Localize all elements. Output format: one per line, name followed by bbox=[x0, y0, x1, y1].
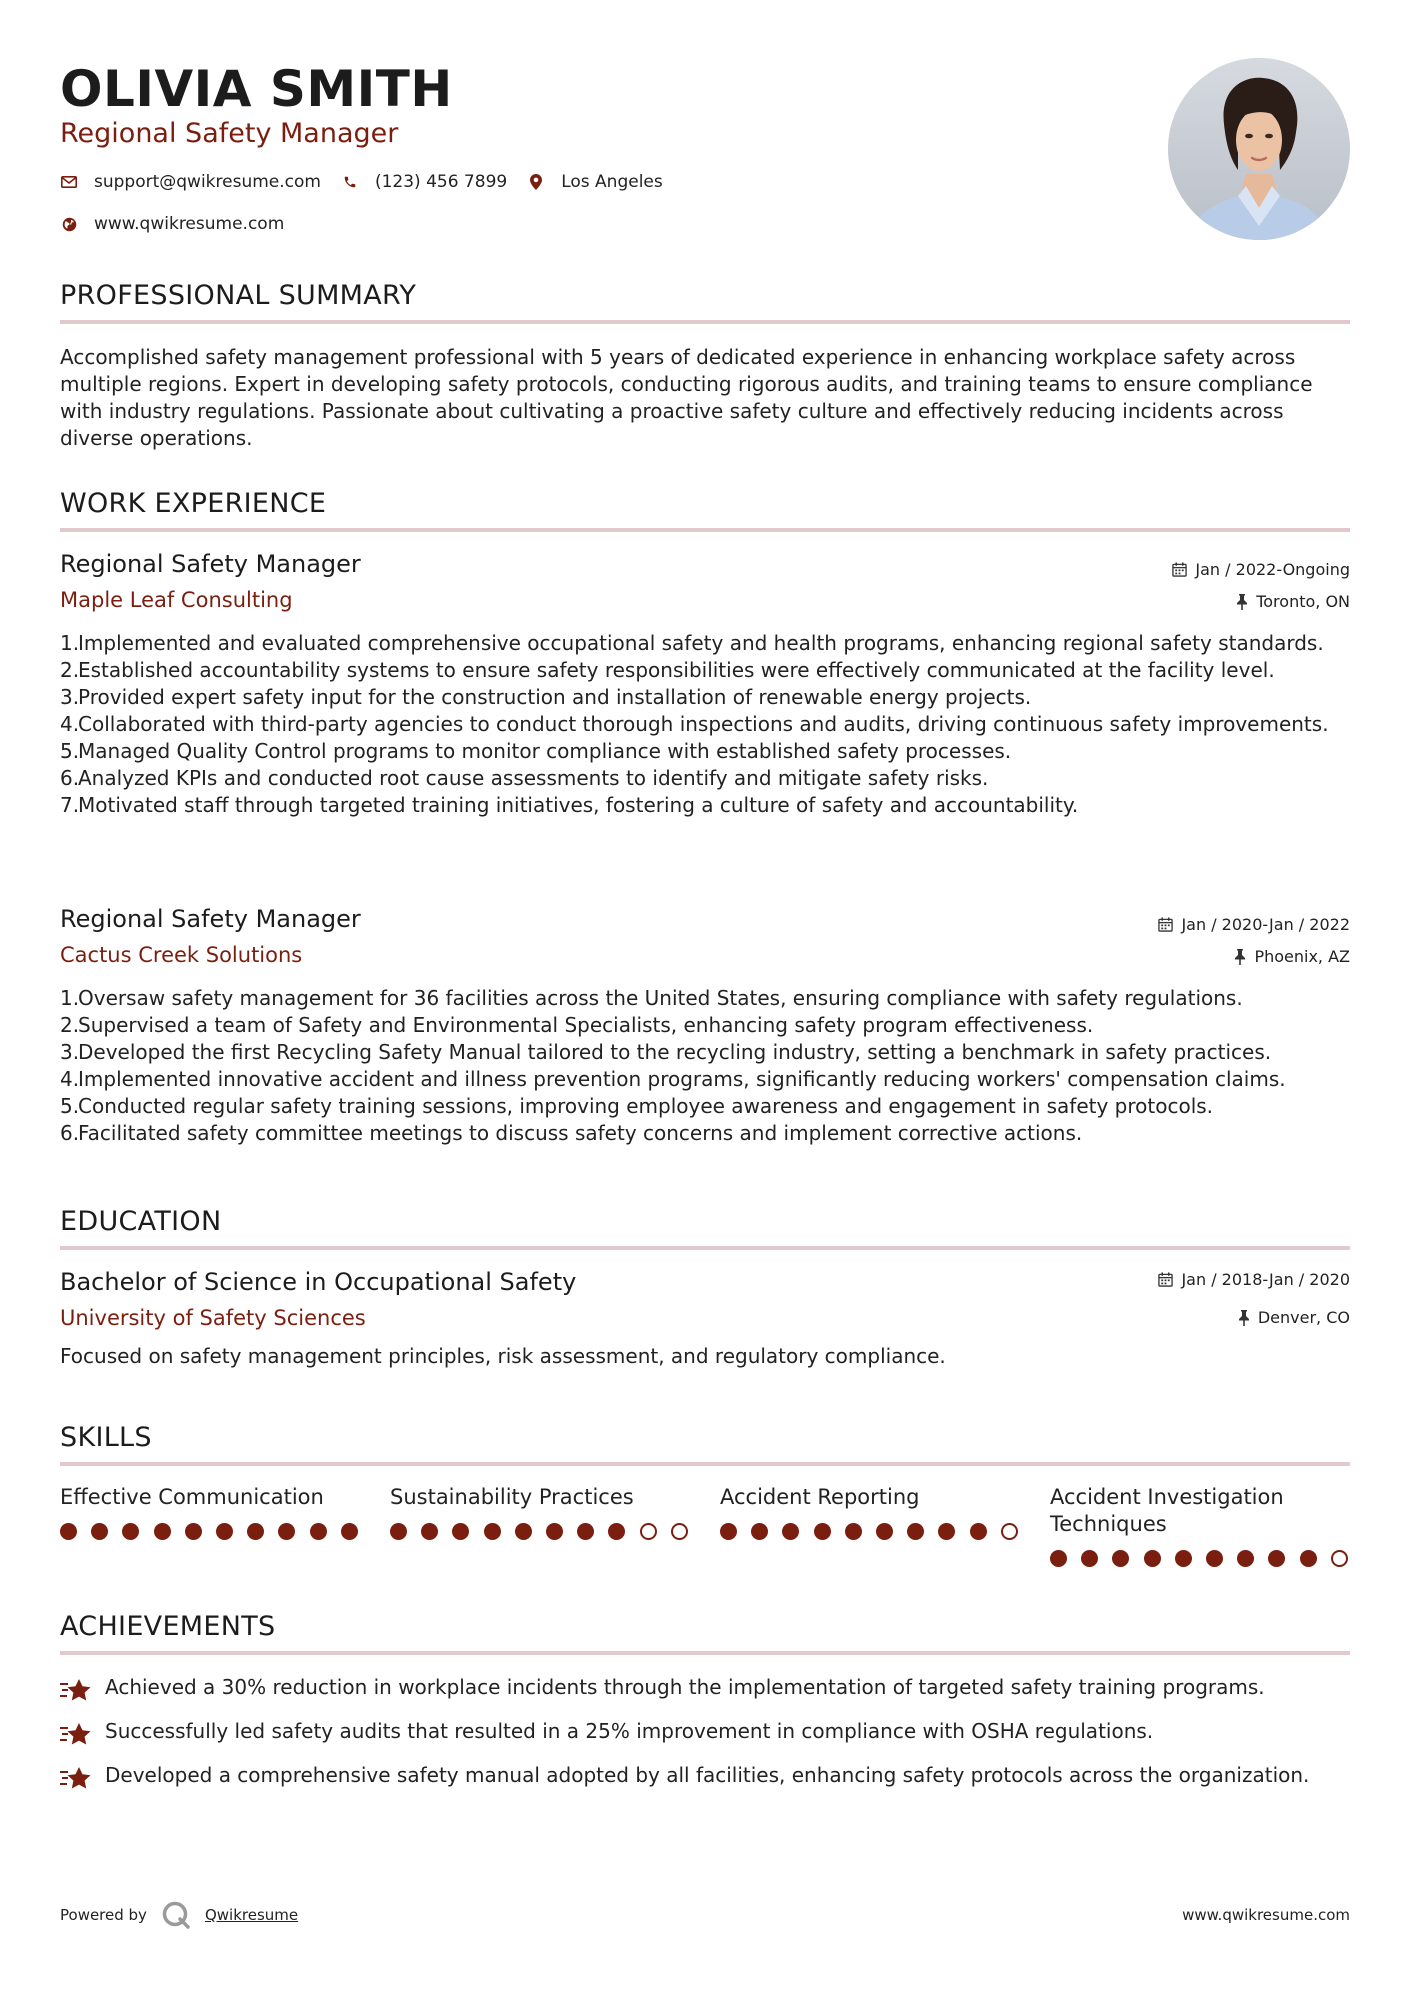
skill-dot-filled bbox=[546, 1523, 563, 1540]
job-1-title: Regional Safety Manager bbox=[60, 550, 361, 578]
contact-row-secondary bbox=[60, 214, 304, 234]
location-text: Los Angeles bbox=[561, 172, 663, 192]
list-item: 5. Conducted regular safety training sessions, improving employee awareness and engagement in safety protocols. bbox=[60, 1094, 1214, 1118]
skill-name: Effective Communication bbox=[60, 1485, 324, 1509]
skill-dot-filled bbox=[1206, 1550, 1223, 1567]
qwikresume-link[interactable]: Qwikresume bbox=[204, 1906, 299, 1924]
skill-dot-filled bbox=[782, 1523, 799, 1540]
list-item: 1. Oversaw safety management for 36 facilities across the United States, ensuring compliance with safety regulations. bbox=[60, 986, 1243, 1010]
skill-item-2 bbox=[390, 1484, 690, 1540]
contact-phone[interactable] bbox=[341, 172, 507, 192]
job-1-dates-text: Jan / 2022-Ongoing bbox=[1195, 560, 1350, 579]
skill-dot-empty bbox=[1001, 1523, 1018, 1540]
calendar-icon bbox=[1158, 917, 1173, 932]
achievement-item-2 bbox=[60, 1718, 1350, 1753]
skill-dot-filled bbox=[608, 1523, 625, 1540]
list-item: 3. Developed the first Recycling Safety Manual tailored to the recycling industry, setting a benchmark in safety practices. bbox=[60, 1040, 1272, 1064]
education-heading: EDUCATION bbox=[60, 1206, 222, 1237]
education-dates bbox=[1158, 1270, 1350, 1289]
job-2-dates-text: Jan / 2020-Jan / 2022 bbox=[1181, 915, 1350, 934]
skill-name: Sustainability Practices bbox=[390, 1485, 634, 1509]
skill-dot-filled bbox=[1268, 1550, 1285, 1567]
list-item: 4. Implemented innovative accident and illness prevention programs, significantly reducing workers' compensation claims. bbox=[60, 1067, 1286, 1091]
skill-dot-filled bbox=[341, 1523, 358, 1540]
calendar-icon bbox=[1172, 562, 1187, 577]
skill-dot-filled bbox=[122, 1523, 139, 1540]
email-text: support@qwikresume.com bbox=[94, 172, 321, 192]
map-pin-icon bbox=[527, 173, 545, 191]
job-1-bullets bbox=[60, 630, 1355, 819]
job-1-dates bbox=[1172, 560, 1350, 579]
list-item: 5. Managed Quality Control programs to monitor compliance with established safety processes. bbox=[60, 739, 1012, 763]
list-item: 3. Provided expert safety input for the construction and installation of renewable energy projects. bbox=[60, 685, 1032, 709]
skill-dot-filled bbox=[452, 1523, 469, 1540]
footer-website[interactable]: www.qwikresume.com bbox=[1182, 1906, 1350, 1924]
achievement-text: Developed a comprehensive safety manual adopted by all facilities, enhancing safety protocols across the organization. bbox=[105, 1763, 1310, 1787]
skill-dot-filled bbox=[1050, 1550, 1067, 1567]
list-item: 7. Motivated staff through targeted training initiatives, fostering a culture of safety and accountability. bbox=[60, 793, 1079, 817]
achievement-text: Successfully led safety audits that resulted in a 25% improvement in compliance with OSHA regulations. bbox=[105, 1719, 1154, 1743]
skill-dot-filled bbox=[278, 1523, 295, 1540]
skill-dot-filled bbox=[907, 1523, 924, 1540]
skill-dot-filled bbox=[1175, 1550, 1192, 1567]
job-2-dates bbox=[1158, 915, 1350, 934]
award-star-icon bbox=[60, 1762, 105, 1797]
skill-dot-filled bbox=[876, 1523, 893, 1540]
job-2-bullets bbox=[60, 985, 1355, 1147]
skill-dot-filled bbox=[247, 1523, 264, 1540]
experience-heading: WORK EXPERIENCE bbox=[60, 488, 327, 519]
skill-dot-filled bbox=[970, 1523, 987, 1540]
skill-dot-filled bbox=[1237, 1550, 1254, 1567]
job-2-location bbox=[1234, 947, 1350, 966]
phone-text: (123) 456 7899 bbox=[374, 172, 508, 192]
summary-divider bbox=[60, 320, 1350, 324]
phone-icon bbox=[341, 173, 359, 191]
skill-dot-empty bbox=[640, 1523, 657, 1540]
education-degree: Bachelor of Science in Occupational Safety bbox=[60, 1268, 577, 1296]
powered-by-label: Powered by bbox=[60, 1906, 147, 1924]
summary-text: Accomplished safety management professional with 5 years of dedicated experience in enhancing workplace safety across multiple regions. Expert in developing safety protocols, conducting rigorous audits, and training teams to ensure compliance with industry regulations. Passionate about cultivating a proactive safety culture and effectively reducing incidents across diverse operations. bbox=[60, 345, 1313, 450]
contact-website[interactable] bbox=[60, 214, 284, 234]
footer-powered-by bbox=[60, 1900, 298, 1930]
pushpin-icon bbox=[1238, 1310, 1250, 1326]
skill-dot-filled bbox=[845, 1523, 862, 1540]
skill-rating bbox=[720, 1523, 1020, 1540]
skill-rating bbox=[1050, 1550, 1350, 1567]
list-item: 2. Established accountability systems to ensure safety responsibilities were effectively communicated at the facility level. bbox=[60, 658, 1275, 682]
job-1-company: Maple Leaf Consulting bbox=[60, 588, 293, 612]
skill-dot-filled bbox=[814, 1523, 831, 1540]
list-item: 6. Analyzed KPIs and conducted root cause assessments to identify and mitigate safety risks. bbox=[60, 766, 989, 790]
skill-dot-filled bbox=[751, 1523, 768, 1540]
job-2-location-text: Phoenix, AZ bbox=[1254, 947, 1350, 966]
skill-dot-filled bbox=[91, 1523, 108, 1540]
contact-location bbox=[527, 172, 663, 192]
skill-dot-filled bbox=[577, 1523, 594, 1540]
qwikresume-logo-icon bbox=[161, 1900, 191, 1930]
award-star-icon bbox=[60, 1674, 105, 1709]
job-2-title: Regional Safety Manager bbox=[60, 905, 361, 933]
profile-photo bbox=[1168, 58, 1350, 240]
job-1-location-text: Toronto, ON bbox=[1256, 592, 1350, 611]
education-location-text: Denver, CO bbox=[1257, 1308, 1350, 1327]
achievement-item-3 bbox=[60, 1762, 1350, 1797]
globe-icon bbox=[60, 215, 78, 233]
list-item: 2. Supervised a team of Safety and Environmental Specialists, enhancing safety program effectiveness. bbox=[60, 1013, 1094, 1037]
skill-dot-filled bbox=[390, 1523, 407, 1540]
skill-rating bbox=[60, 1523, 360, 1540]
contact-row-primary bbox=[60, 172, 683, 192]
achievements-heading: ACHIEVEMENTS bbox=[60, 1611, 276, 1642]
education-location bbox=[1238, 1308, 1350, 1327]
summary-heading: PROFESSIONAL SUMMARY bbox=[60, 280, 417, 311]
skill-dot-filled bbox=[185, 1523, 202, 1540]
envelope-icon bbox=[60, 173, 78, 191]
skill-dot-empty bbox=[671, 1523, 688, 1540]
skill-dot-filled bbox=[310, 1523, 327, 1540]
job-2-company: Cactus Creek Solutions bbox=[60, 943, 303, 967]
skill-dot-filled bbox=[60, 1523, 77, 1540]
candidate-name: OLIVIA SMITH bbox=[60, 60, 453, 118]
skill-dot-filled bbox=[421, 1523, 438, 1540]
skill-dot-filled bbox=[1081, 1550, 1098, 1567]
education-divider bbox=[60, 1246, 1350, 1250]
skill-dot-filled bbox=[1112, 1550, 1129, 1567]
skill-dot-filled bbox=[515, 1523, 532, 1540]
education-school: University of Safety Sciences bbox=[60, 1306, 366, 1330]
skill-name: Accident Investigation Techniques bbox=[1050, 1485, 1284, 1536]
education-dates-text: Jan / 2018-Jan / 2020 bbox=[1181, 1270, 1350, 1289]
skill-item-1 bbox=[60, 1484, 360, 1540]
list-item: 1. Implemented and evaluated comprehensive occupational safety and health programs, enhancing regional safety standards. bbox=[60, 631, 1324, 655]
pushpin-icon bbox=[1234, 949, 1246, 965]
skill-dot-filled bbox=[1300, 1550, 1317, 1567]
contact-email[interactable] bbox=[60, 172, 321, 192]
website-text: www.qwikresume.com bbox=[94, 214, 285, 234]
candidate-role: Regional Safety Manager bbox=[60, 118, 399, 149]
award-star-icon bbox=[60, 1718, 105, 1753]
list-item: 4. Collaborated with third-party agencies to conduct thorough inspections and audits, driving continuous safety improvements. bbox=[60, 712, 1329, 736]
list-item: 6. Facilitated safety committee meetings to discuss safety concerns and implement corrective actions. bbox=[60, 1121, 1083, 1145]
skill-dot-filled bbox=[720, 1523, 737, 1540]
education-description: Focused on safety management principles, risk assessment, and regulatory compliance. bbox=[60, 1344, 946, 1368]
job-1-location bbox=[1236, 592, 1350, 611]
skill-item-3 bbox=[720, 1484, 1020, 1540]
experience-divider bbox=[60, 528, 1350, 532]
achievement-item-1 bbox=[60, 1674, 1350, 1709]
pushpin-icon bbox=[1236, 594, 1248, 610]
skill-dot-filled bbox=[938, 1523, 955, 1540]
skill-dot-filled bbox=[216, 1523, 233, 1540]
skill-dot-filled bbox=[1144, 1550, 1161, 1567]
skill-dot-filled bbox=[484, 1523, 501, 1540]
skill-dot-filled bbox=[154, 1523, 171, 1540]
skill-name: Accident Reporting bbox=[720, 1485, 920, 1509]
skill-item-4 bbox=[1050, 1484, 1350, 1567]
skills-divider bbox=[60, 1462, 1350, 1466]
achievements-divider bbox=[60, 1651, 1350, 1655]
calendar-icon bbox=[1158, 1272, 1173, 1287]
skill-rating bbox=[390, 1523, 690, 1540]
skill-dot-empty bbox=[1331, 1550, 1348, 1567]
skills-heading: SKILLS bbox=[60, 1422, 152, 1453]
achievement-text: Achieved a 30% reduction in workplace incidents through the implementation of targeted safety training programs. bbox=[105, 1675, 1265, 1699]
